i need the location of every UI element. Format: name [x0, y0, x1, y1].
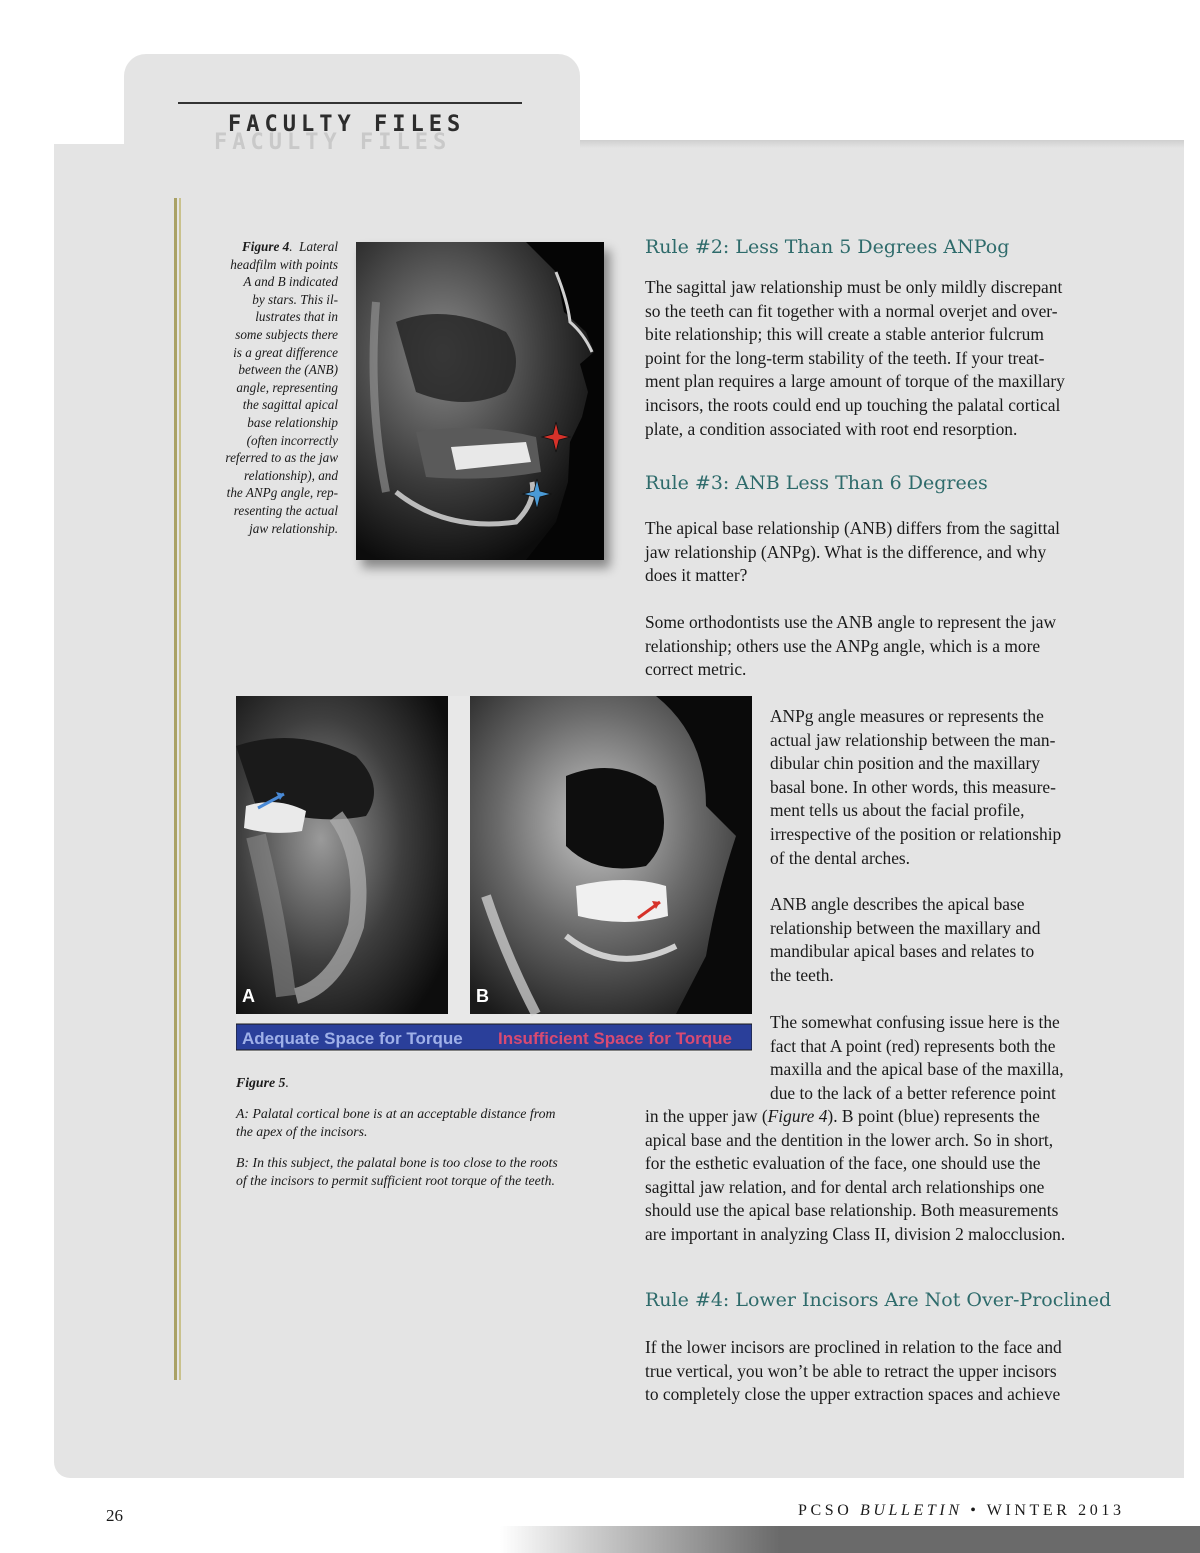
text-line: should use the apical base relationship. Both measurements — [645, 1200, 1059, 1221]
section-title-shadow: FACULTY FILES — [214, 130, 452, 155]
rule3-paragraph-5-narrow — [770, 1011, 1100, 1105]
rule3-heading: Rule #3: ANB Less Than 6 Degrees — [645, 472, 988, 494]
text-line: actual jaw relationship between the man- — [770, 729, 1056, 750]
section-title: FACULTY FILES — [228, 112, 466, 137]
text-line: fact that A point (red) represents both the — [770, 1035, 1056, 1056]
caption-line: Lateral — [299, 239, 338, 254]
text-line: of the dental arches. — [770, 847, 911, 868]
footer-publication-title: BULLETIN — [860, 1502, 963, 1519]
rule3-paragraph-5-wide — [645, 1105, 1105, 1247]
text-line: irrespective of the position or relationship — [770, 823, 1062, 844]
caption-line: base relationship — [247, 414, 338, 430]
text-line: mandibular apical bases and relates to — [770, 941, 1035, 962]
text-line: ANB angle describes the apical base — [770, 894, 1025, 914]
caption-line: referred to as the jaw — [225, 450, 338, 466]
text-line: are important in analyzing Class II, division 2 malocclusion. — [645, 1223, 1066, 1244]
figure5-label: Figure 5 — [236, 1075, 286, 1090]
rule4-paragraph — [645, 1336, 1105, 1407]
caption-line: angle, representing — [236, 379, 338, 395]
text-line: sagittal jaw relation, and for dental arch relationships one — [645, 1176, 1045, 1197]
text-line: the teeth. — [770, 964, 834, 985]
caption-line: the sagittal apical — [242, 397, 338, 413]
publication-footer — [798, 1502, 1125, 1520]
text-line: basal bone. In other words, this measure- — [770, 776, 1056, 797]
text-line: jaw relationship (ANPg). What is the difference, and why — [645, 541, 1047, 562]
text-line: Some orthodontists use the ANB angle to represent the jaw — [645, 612, 1057, 632]
text-line: maxilla and the apical base of the maxilla, — [770, 1059, 1064, 1080]
caption-line: of the incisors to permit sufficient root torque of the teeth. — [236, 1173, 555, 1188]
panel-b-letter: B — [476, 986, 489, 1006]
label-insufficient-space: Insufficient Space for Torque — [498, 1029, 732, 1048]
text-line: bite relationship; this will create a stable anterior fulcrum — [645, 324, 1044, 345]
text-line: so the teeth can fit together with a normal overjet and over- — [645, 300, 1058, 321]
caption-line: some subjects there — [235, 326, 338, 342]
figure5-panel-b — [470, 696, 752, 1014]
rule3-paragraph-2 — [645, 611, 1105, 682]
caption-line: (often incorrectly — [246, 432, 338, 448]
text-run: in the upper jaw ( — [645, 1106, 768, 1126]
text-line: The sagittal jaw relationship must be only mildly discrepant — [645, 277, 1063, 297]
rule3-paragraph-4 — [770, 893, 1100, 987]
text-line: If the lower incisors are proclined in relation to the face and — [645, 1337, 1062, 1357]
rule4-heading: Rule #4: Lower Incisors Are Not Over-Proclined — [645, 1289, 1112, 1311]
label-adequate-space: Adequate Space for Torque — [242, 1029, 463, 1048]
text-line: ANPg angle measures or represents the — [770, 706, 1044, 726]
caption-line: resenting the actual — [233, 502, 338, 518]
rule2-heading: Rule #2: Less Than 5 Degrees ANPog — [645, 236, 1010, 258]
figure5-panel-a — [236, 696, 448, 1014]
header-rule — [178, 102, 522, 104]
text-line: for the esthetic evaluation of the face, one should use the — [645, 1153, 1041, 1174]
figure5-image — [236, 696, 752, 1052]
text-line: relationship; others use the ANPg angle, which is a more — [645, 635, 1041, 656]
footer-prefix: PCSO — [798, 1502, 861, 1519]
text-line: ment plan requires a large amount of torque of the maxillary — [645, 371, 1065, 392]
caption-line: jaw relationship. — [249, 520, 338, 536]
caption-line: is a great difference — [233, 344, 338, 360]
rule2-paragraph — [645, 276, 1105, 441]
text-run: ). B point (blue) represents the — [827, 1106, 1040, 1126]
figure4-reference: Figure 4 — [767, 1106, 828, 1126]
text-line: dibular chin position and the maxillary — [770, 753, 1040, 774]
caption-line: the apex of the incisors. — [236, 1124, 368, 1139]
text-line: to completely close the upper extraction spaces and achieve — [645, 1384, 1061, 1405]
figure5-caption-a — [236, 1105, 596, 1141]
caption-line: by stars. This il- — [252, 291, 338, 307]
caption-line: relationship), and — [243, 467, 338, 483]
figure4-caption: Figure 4. Lateral headfilm with points A and B indicated by stars. This il- lustrates that in some subjects there is a great difference between the (ANB) angle, representing the sagittal apical base relationship (often incorrectly referred to as the jaw relationship), and the ANPg angle, rep- resenting the actual jaw relationship. — [204, 238, 338, 537]
text-line: relationship between the maxillary and — [770, 917, 1041, 938]
figure5-caption: Figure 5. A: Palatal cortical bone is at an acceptable distance from the apex of the incisors. B: In this subject, the palatal bone is too close to the roots of the incisors to permit sufficient root torque of the teeth. — [236, 1074, 596, 1203]
figure4-label: Figure 4 — [242, 239, 290, 254]
caption-line: lustrates that in — [255, 309, 338, 325]
side-rule-inner — [179, 198, 181, 1380]
text-line: true vertical, you won’t be able to retract the upper incisors — [645, 1360, 1057, 1381]
side-rule — [174, 198, 177, 1380]
text-line: point for the long-term stability of the teeth. If your treat- — [645, 347, 1045, 368]
caption-line: the ANPg angle, rep- — [226, 485, 338, 501]
figure4-headfilm-image — [356, 242, 604, 560]
figure5-caption-b — [236, 1154, 596, 1190]
text-line: ment tells us about the facial profile, — [770, 800, 1025, 821]
text-line: does it matter? — [645, 565, 748, 586]
page-number: 26 — [106, 1506, 123, 1525]
footer-issue: • WINTER 2013 — [962, 1502, 1125, 1519]
text-line: incisors, the roots could end up touching the palatal cortical — [645, 394, 1061, 415]
text-line: The apical base relationship (ANB) differs from the sagittal — [645, 518, 1060, 538]
text-line: due to the lack of a better reference point — [770, 1082, 1056, 1103]
text-line: The somewhat confusing issue here is the — [770, 1012, 1060, 1032]
panel-top-edge — [580, 140, 1184, 148]
caption-line: B: In this subject, the palatal bone is too close to the roots — [236, 1155, 558, 1170]
rule3-paragraph-1 — [645, 517, 1105, 588]
rule3-paragraph-3 — [770, 705, 1100, 870]
text-line: plate, a condition associated with root end resorption. — [645, 418, 1018, 439]
caption-line: between the (ANB) — [238, 362, 338, 378]
caption-line: A and B indicated — [243, 274, 338, 290]
footer-bar — [500, 1526, 1200, 1553]
caption-line: A: Palatal cortical bone is at an acceptable distance from — [236, 1106, 556, 1121]
text-line: apical base and the dentition in the lower arch. So in short, — [645, 1129, 1054, 1150]
text-line: correct metric. — [645, 659, 747, 680]
caption-line: headfilm with points — [230, 256, 338, 272]
panel-a-letter: A — [242, 986, 255, 1006]
text-line — [645, 1105, 1105, 1129]
